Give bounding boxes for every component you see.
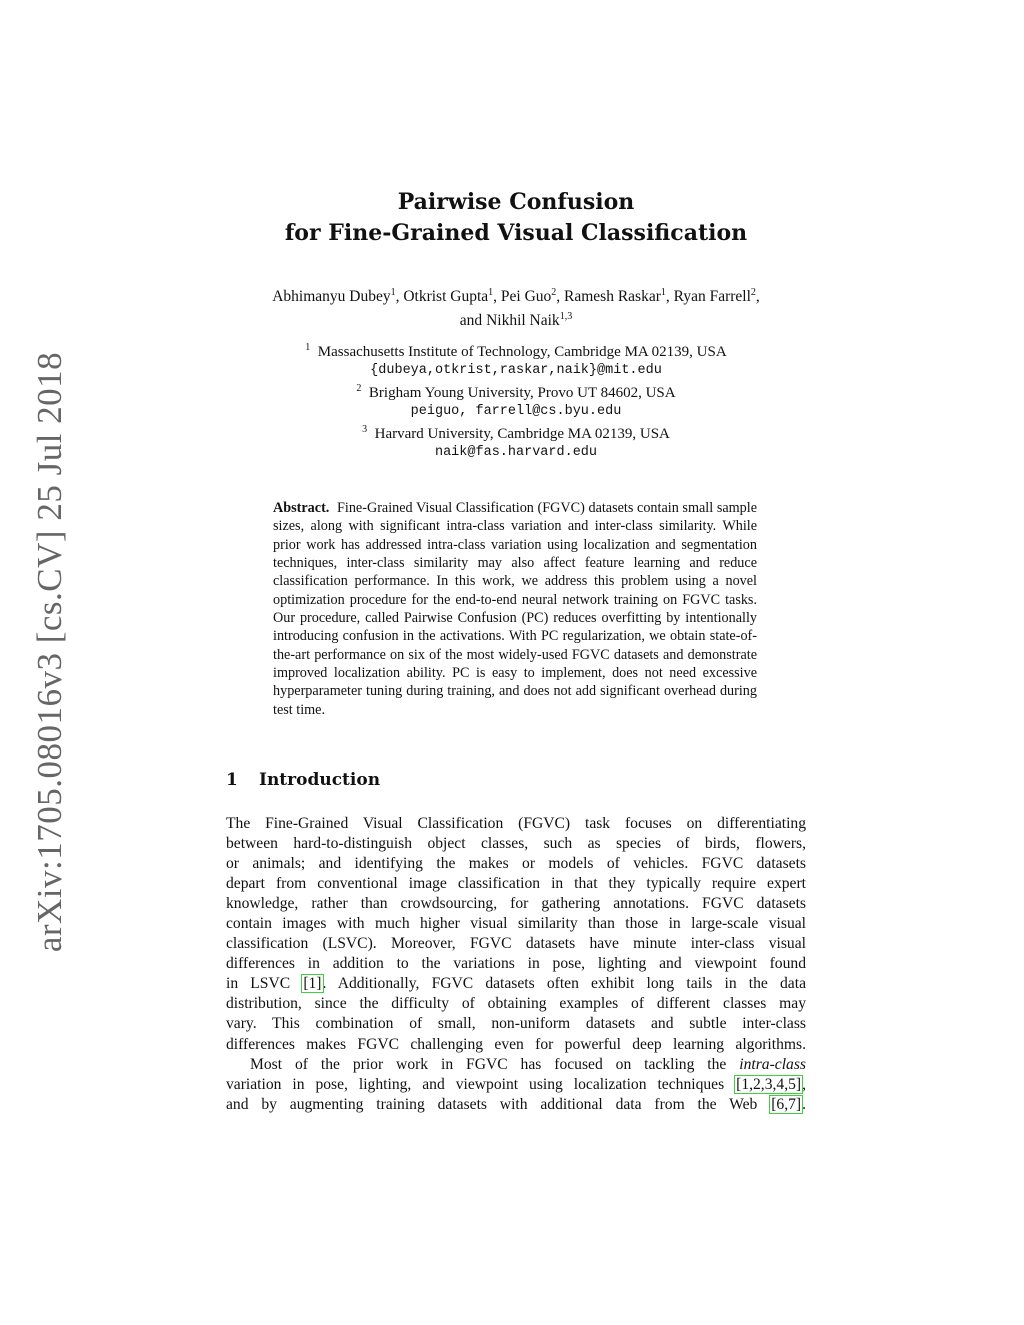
author-line-1: Abhimanyu Dubey$^1$, Otkrist Gupta$^1$, Pei Guo$^2$, Ramesh Raskar$^1$, Ryan Farrell$^2$,: [272, 287, 760, 306]
body-line: [226, 1095, 806, 1115]
body-line: distribution, since the difficulty of obtaining examples of different classes may: [226, 995, 806, 1013]
body-line: differences makes FGVC challenging even for powerful deep learning algorithms.: [226, 1035, 806, 1053]
section-heading: [226, 770, 806, 790]
body-line: knowledge, rather than crowdsourcing, for gathering annotations. FGVC datasets: [226, 895, 806, 913]
affiliation-email: naik@fas.harvard.edu: [434, 444, 598, 460]
abstract: [273, 499, 757, 719]
body-text: and by augmenting training datasets with additional data from the Web: [226, 1095, 771, 1113]
body-line: vary. This combination of small, non-uniform datasets and subtle inter-class: [226, 1015, 806, 1033]
affiliation: [226, 421, 806, 444]
body-line: differences in addition to the variations in pose, lighting and viewpoint found: [226, 955, 806, 973]
affiliation-number: 1: [305, 342, 311, 353]
affiliation-email: {dubeya,otkrist,raskar,naik}@mit.edu: [370, 362, 662, 378]
arxiv-sidebar-stamp: [30, 351, 70, 953]
body-line: or animals; and identifying the makes or models of vehicles. FGVC datasets: [226, 855, 806, 873]
author: Abhimanyu Dubey: [272, 288, 391, 306]
body-text: Most of the prior work in FGVC has focused on tackling the: [250, 1055, 740, 1073]
body-text: . Additionally, FGVC datasets often exhibit long tails in the data: [322, 975, 806, 993]
affiliation-email: peiguo, farrell@cs.byu.edu: [410, 403, 622, 419]
author: Nikhil Naik: [486, 312, 560, 330]
author-affiliation-mark: 2: [750, 287, 756, 298]
body-text: .: [802, 1095, 806, 1113]
author: Otkrist Gupta: [403, 288, 489, 306]
abstract-label: Abstract.: [273, 500, 330, 516]
body-line: [226, 974, 806, 994]
affiliation-name: Massachusetts Institute of Technology, Cambridge MA 02139, USA: [317, 344, 727, 360]
title-line-1: Pairwise Confusion: [397, 189, 635, 215]
body-line: [226, 1055, 806, 1075]
body-text: ,: [802, 1075, 806, 1093]
abstract-text: Fine-Grained Visual Classification (FGVC) datasets contain small sample sizes, along with significant intra-class variation and inter-class similarity. While prior work has addressed intra-class variation using localization and segmentation techniques, inter-class similarity may also affect feature learning and reduce classification performance. In this work, we address this problem using a novel optimization procedure for the end-to-end neural network training on FGVC tasks. Our procedure, called Pairwise Confusion (PC) reduces overfitting by intentionally introducing confusion in the activations. With PC regularization, we obtain state-of-the-art performance on six of the most widely-used FGVC datasets and demonstrate improved localization ability. PC is easy to implement, does not need excessive hyperparameter tuning during training, and does not add significant overhead during test time.: [273, 500, 758, 718]
body-text: in LSVC: [226, 975, 303, 993]
paper-title: [226, 187, 806, 249]
body-line: between hard-to-distinguish object classes, such as species of birds, flowers,: [226, 835, 806, 853]
arxiv-identifier: arXiv:1705.08016v3 [cs.CV] 25 Jul 2018: [30, 351, 70, 953]
affiliation-name: Brigham Young University, Provo UT 84602, USA: [368, 385, 676, 402]
body-text-italic: intra-class: [739, 1055, 806, 1073]
author-affiliation-mark: 1: [390, 287, 396, 298]
affiliation-number: 2: [356, 383, 362, 395]
body-text: variation in pose, lighting, and viewpoint using localization techniques: [226, 1075, 736, 1093]
section-title: Introduction: [259, 770, 381, 790]
affiliation-list: [226, 339, 806, 463]
author-list: [226, 283, 806, 331]
author-line-2: and Nikhil Naik$^{1,3}$: [459, 311, 573, 330]
title-line-2: for Fine-Grained Visual Classification: [284, 220, 748, 246]
author-affiliation-mark: 1: [488, 287, 494, 298]
body-line: The Fine-Grained Visual Classification (FGVC) task focuses on differentiating: [226, 815, 806, 832]
body-line: contain images with much higher visual similarity than those in large-scale visual: [226, 915, 806, 933]
section-number: 1: [226, 770, 238, 790]
author: Ryan Farrell: [673, 288, 751, 306]
affiliation: [226, 339, 806, 362]
author-affiliation-mark: 1: [660, 287, 666, 298]
citation-link[interactable]: [6,7]: [771, 1095, 802, 1113]
affiliation-number: 3: [362, 424, 368, 436]
author-affiliation-mark: 2: [551, 287, 557, 298]
introduction-body: [226, 814, 806, 1115]
citation-link[interactable]: [1]: [303, 975, 322, 993]
affiliation: [226, 380, 806, 403]
author: Ramesh Raskar: [564, 288, 661, 306]
affiliation-name: Harvard University, Cambridge MA 02139, USA: [374, 426, 670, 443]
author: Pei Guo: [500, 288, 552, 306]
body-line: depart from conventional image classification in that they typically require expert: [226, 875, 806, 893]
body-line: classification (LSVC). Moreover, FGVC datasets have minute inter-class visual: [226, 935, 806, 953]
citation-link[interactable]: [1,2,3,4,5]: [736, 1075, 802, 1093]
author-affiliation-mark: 1,3: [559, 311, 573, 323]
body-line: [226, 1075, 806, 1095]
